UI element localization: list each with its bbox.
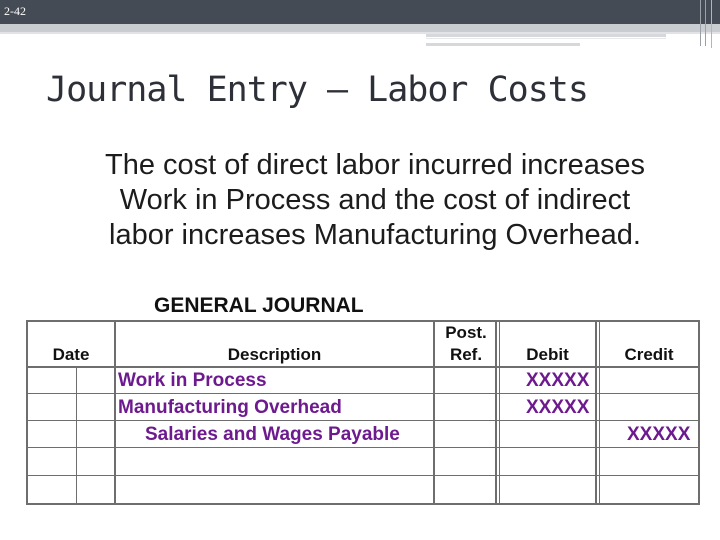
postref-column-divider	[495, 320, 497, 505]
entry-credit: XXXXX	[627, 424, 691, 445]
column-header-debit: Debit	[526, 345, 569, 364]
table-border-right	[698, 320, 700, 505]
column-header-post-ref: Post. Ref.	[445, 323, 487, 364]
slide-number: 2-42	[4, 4, 26, 18]
slide-title: Journal Entry – Labor Costs	[46, 70, 588, 110]
description-column-divider	[433, 320, 435, 505]
accent-line	[426, 34, 666, 37]
slide-body-text: The cost of direct labor incurred increases Work in Process and the cost of indirect labor increases Manufacturing Overhead.	[105, 149, 645, 251]
entry-debit: XXXXX	[526, 397, 590, 418]
column-header-description: Description	[227, 345, 322, 364]
corner-ornament	[700, 0, 706, 46]
entry-description: Manufacturing Overhead	[118, 397, 342, 418]
corner-ornament-outer	[711, 0, 720, 48]
column-header-date: Date	[52, 345, 90, 364]
entry-description: Work in Process	[118, 370, 267, 391]
header-divider	[0, 24, 720, 32]
header-bar	[0, 0, 720, 24]
column-header-credit: Credit	[624, 345, 674, 364]
journal-heading: GENERAL JOURNAL	[154, 294, 364, 317]
debit-column-divider	[595, 320, 597, 505]
accent-line-thin	[426, 38, 666, 39]
entry-description: Salaries and Wages Payable	[145, 424, 400, 445]
date-subcolumn-divider	[76, 367, 77, 504]
accent-line-short	[426, 43, 580, 46]
general-journal-table	[26, 320, 700, 505]
entry-debit: XXXXX	[526, 370, 590, 391]
